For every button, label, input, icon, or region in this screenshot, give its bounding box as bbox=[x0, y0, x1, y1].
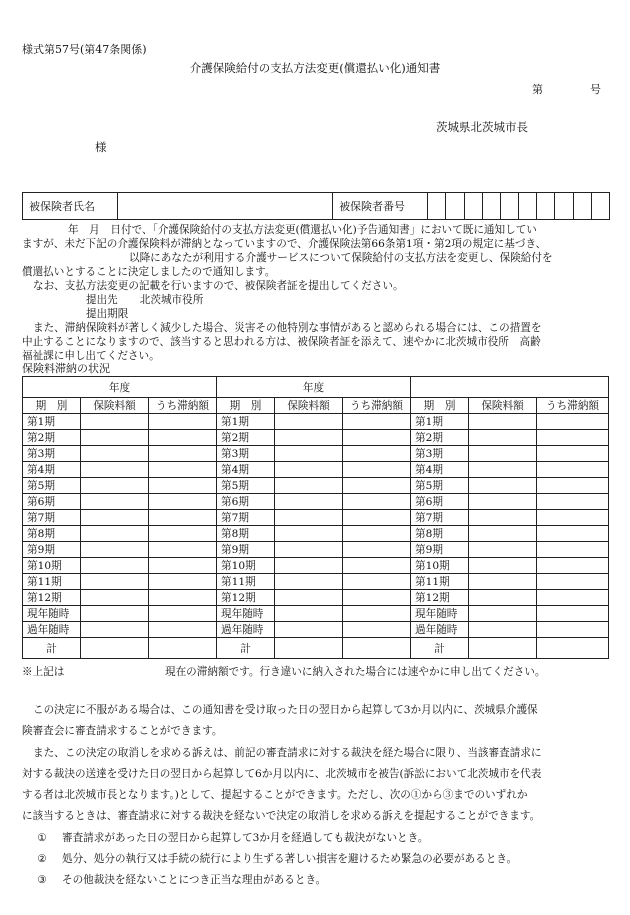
arrears-cell[interactable] bbox=[343, 414, 411, 430]
total-label: 計 bbox=[217, 638, 275, 659]
premium-cell[interactable] bbox=[275, 510, 343, 526]
arrears-cell[interactable] bbox=[537, 590, 609, 606]
period-label: 第1期 bbox=[411, 414, 469, 430]
premium-cell[interactable] bbox=[469, 478, 537, 494]
total-label: 計 bbox=[23, 638, 81, 659]
table-row bbox=[23, 478, 609, 494]
premium-cell[interactable] bbox=[469, 414, 537, 430]
arrears-cell[interactable] bbox=[537, 574, 609, 590]
arrears-cell[interactable] bbox=[149, 590, 217, 606]
premium-cell[interactable] bbox=[469, 510, 537, 526]
arrears-cell[interactable] bbox=[149, 414, 217, 430]
period-label: 第7期 bbox=[411, 510, 469, 526]
premium-cell[interactable] bbox=[469, 526, 537, 542]
document-title: 介護保険給付の支払方法変更(償還払い化)通知書 bbox=[189, 61, 441, 75]
table-row bbox=[23, 606, 609, 622]
arrears-cell[interactable] bbox=[149, 622, 217, 638]
arrears-cell[interactable] bbox=[537, 430, 609, 446]
arrears-cell[interactable] bbox=[537, 606, 609, 622]
appeal-instructions bbox=[22, 700, 612, 892]
period-label: 第10期 bbox=[217, 558, 275, 574]
premium-cell[interactable] bbox=[81, 574, 149, 590]
arrears-cell[interactable] bbox=[149, 446, 217, 462]
period-label: 第4期 bbox=[23, 462, 81, 478]
premium-cell[interactable] bbox=[81, 510, 149, 526]
table-row bbox=[23, 590, 609, 606]
body-line: なお、支払方法変更の記載を行いますので、被保険者証を提出してください。 bbox=[33, 280, 404, 292]
arrears-table bbox=[22, 376, 609, 659]
period-label: 第3期 bbox=[217, 446, 275, 462]
number-prefix: 第 bbox=[532, 83, 543, 96]
total-label: 計 bbox=[411, 638, 469, 659]
body-line: 福祉課に申し出てください。 bbox=[22, 350, 160, 362]
period-label: 現年随時 bbox=[217, 606, 275, 622]
premium-cell[interactable] bbox=[469, 542, 537, 558]
period-label: 第10期 bbox=[411, 558, 469, 574]
issuer-name: 茨城県北茨城市長 bbox=[436, 120, 528, 134]
premium-cell[interactable] bbox=[275, 414, 343, 430]
table-row bbox=[23, 414, 609, 430]
premium-cell[interactable] bbox=[81, 542, 149, 558]
appeal-item bbox=[22, 828, 612, 849]
period-label: 過年随時 bbox=[217, 622, 275, 638]
period-label: 第1期 bbox=[23, 414, 81, 430]
item-number: ① bbox=[37, 831, 47, 844]
premium-cell[interactable] bbox=[469, 606, 537, 622]
premium-cell[interactable] bbox=[81, 526, 149, 542]
arrears-section-label: 保険料滞納の状況 bbox=[22, 362, 110, 375]
premium-cell[interactable] bbox=[81, 622, 149, 638]
premium-cell[interactable] bbox=[469, 430, 537, 446]
arrears-cell[interactable] bbox=[149, 558, 217, 574]
table-row bbox=[23, 446, 609, 462]
appeal-item bbox=[22, 849, 612, 870]
arrears-cell[interactable] bbox=[537, 622, 609, 638]
premium-cell[interactable] bbox=[81, 590, 149, 606]
premium-cell[interactable] bbox=[81, 414, 149, 430]
period-label: 第9期 bbox=[217, 542, 275, 558]
arrears-cell[interactable] bbox=[343, 590, 411, 606]
premium-cell[interactable] bbox=[275, 574, 343, 590]
column-header-arrears: うち滞納額 bbox=[537, 398, 609, 414]
fiscal-year-header bbox=[411, 377, 609, 398]
fiscal-year-header: 年度 bbox=[217, 377, 411, 398]
premium-cell[interactable] bbox=[81, 430, 149, 446]
period-label: 第12期 bbox=[217, 590, 275, 606]
premium-cell[interactable] bbox=[275, 590, 343, 606]
premium-cell[interactable] bbox=[275, 494, 343, 510]
body-line: また、滞納保険料が著しく減少した場合、災害その他特別な事情があると認められる場合には、この措置を bbox=[33, 322, 542, 334]
insured-number-digit[interactable] bbox=[537, 193, 555, 220]
item-text: その他裁決を経ないことにつき正当な理由があるとき。 bbox=[62, 874, 327, 887]
appeal-line: する者は北茨城市長となります。)として、提起することができます。ただし、次の①から③までのいずれか bbox=[22, 789, 528, 802]
period-label: 第2期 bbox=[23, 430, 81, 446]
total-arrears-cell[interactable] bbox=[343, 638, 411, 659]
deadline-label: 提出期限 bbox=[86, 308, 129, 320]
premium-cell[interactable] bbox=[81, 606, 149, 622]
period-label: 第1期 bbox=[217, 414, 275, 430]
period-label: 現年随時 bbox=[23, 606, 81, 622]
premium-cell[interactable] bbox=[275, 430, 343, 446]
period-label: 第5期 bbox=[411, 478, 469, 494]
item-text: 審査請求があった日の翌日から起算して3か月を経過しても裁決がないとき。 bbox=[62, 831, 429, 844]
table-row bbox=[23, 526, 609, 542]
arrears-cell[interactable] bbox=[537, 510, 609, 526]
table-row bbox=[23, 430, 609, 446]
premium-cell[interactable] bbox=[469, 574, 537, 590]
arrears-cell[interactable] bbox=[537, 414, 609, 430]
arrears-cell[interactable] bbox=[343, 542, 411, 558]
period-label: 第4期 bbox=[411, 462, 469, 478]
insured-number-digit[interactable] bbox=[500, 193, 518, 220]
arrears-cell[interactable] bbox=[343, 526, 411, 542]
period-label: 第2期 bbox=[411, 430, 469, 446]
arrears-cell[interactable] bbox=[537, 494, 609, 510]
table-row bbox=[23, 462, 609, 478]
period-label: 第11期 bbox=[23, 574, 81, 590]
arrears-cell[interactable] bbox=[149, 526, 217, 542]
arrears-cell[interactable] bbox=[537, 526, 609, 542]
period-label: 第5期 bbox=[23, 478, 81, 494]
premium-cell[interactable] bbox=[469, 590, 537, 606]
premium-cell[interactable] bbox=[275, 606, 343, 622]
column-header-period: 期 別 bbox=[411, 398, 469, 414]
period-label: 第11期 bbox=[411, 574, 469, 590]
column-header-arrears: うち滞納額 bbox=[149, 398, 217, 414]
recipient-honorific: 様 bbox=[95, 140, 107, 154]
period-label: 過年随時 bbox=[411, 622, 469, 638]
body-line: 中止することになりますので、該当すると思われる方は、被保険者証を添えて、速やかに北茨城市役所 高齢 bbox=[22, 336, 541, 348]
insured-number-digit[interactable] bbox=[519, 193, 537, 220]
column-header-period: 期 別 bbox=[23, 398, 81, 414]
period-label: 第6期 bbox=[217, 494, 275, 510]
appeal-item bbox=[22, 870, 612, 891]
insured-number-digit[interactable] bbox=[482, 193, 500, 220]
table-row bbox=[23, 510, 609, 526]
premium-cell[interactable] bbox=[469, 446, 537, 462]
arrears-cell[interactable] bbox=[149, 574, 217, 590]
period-label: 第8期 bbox=[411, 526, 469, 542]
note-text: 現在の滞納額です。行き違いに納入された場合には速やかに申し出てください。 bbox=[165, 666, 546, 678]
period-label: 第12期 bbox=[411, 590, 469, 606]
arrears-cell[interactable] bbox=[149, 606, 217, 622]
arrears-cell[interactable] bbox=[343, 494, 411, 510]
item-text: 処分、処分の執行又は手続の続行により生ずる著しい損害を避けるため緊急の必要があるとき。 bbox=[62, 853, 518, 866]
insured-info-table bbox=[22, 192, 610, 220]
appeal-line: 険審査会に審査請求することができます。 bbox=[22, 725, 223, 738]
table-row bbox=[23, 542, 609, 558]
body-line: 償還払いとすることに決定しましたので通知します。 bbox=[22, 266, 276, 278]
table-row bbox=[23, 558, 609, 574]
period-label: 第8期 bbox=[217, 526, 275, 542]
table-row bbox=[23, 494, 609, 510]
arrears-cell[interactable] bbox=[149, 510, 217, 526]
arrears-cell[interactable] bbox=[343, 622, 411, 638]
period-label: 第10期 bbox=[23, 558, 81, 574]
period-label: 第6期 bbox=[411, 494, 469, 510]
total-arrears-cell[interactable] bbox=[149, 638, 217, 659]
table-row bbox=[23, 574, 609, 590]
insured-number-digit[interactable] bbox=[573, 193, 591, 220]
insured-number-digit[interactable] bbox=[464, 193, 482, 220]
period-label: 過年随時 bbox=[23, 622, 81, 638]
arrears-cell[interactable] bbox=[149, 462, 217, 478]
submit-to-label: 提出先 bbox=[86, 294, 118, 306]
period-label: 第3期 bbox=[23, 446, 81, 462]
premium-cell[interactable] bbox=[469, 494, 537, 510]
period-label: 第6期 bbox=[23, 494, 81, 510]
period-label: 第9期 bbox=[23, 542, 81, 558]
item-number: ② bbox=[37, 853, 47, 866]
notice-body bbox=[22, 223, 610, 363]
column-header-premium: 保険料額 bbox=[81, 398, 149, 414]
arrears-cell[interactable] bbox=[537, 558, 609, 574]
premium-cell[interactable] bbox=[275, 446, 343, 462]
premium-cell[interactable] bbox=[469, 622, 537, 638]
period-label: 第11期 bbox=[217, 574, 275, 590]
premium-cell[interactable] bbox=[275, 542, 343, 558]
arrears-cell[interactable] bbox=[149, 542, 217, 558]
period-label: 第3期 bbox=[411, 446, 469, 462]
period-label: 現年随時 bbox=[411, 606, 469, 622]
submission-line bbox=[22, 293, 610, 307]
premium-cell[interactable] bbox=[81, 446, 149, 462]
note-prefix: ※上記は bbox=[22, 666, 65, 678]
arrears-cell[interactable] bbox=[343, 462, 411, 478]
insured-number-digit[interactable] bbox=[428, 193, 446, 220]
column-header-arrears: うち滞納額 bbox=[343, 398, 411, 414]
arrears-cell[interactable] bbox=[343, 478, 411, 494]
column-header-period: 期 別 bbox=[217, 398, 275, 414]
total-premium-cell[interactable] bbox=[81, 638, 149, 659]
arrears-cell[interactable] bbox=[537, 446, 609, 462]
arrears-cell[interactable] bbox=[343, 430, 411, 446]
premium-cell[interactable] bbox=[275, 462, 343, 478]
period-label: 第9期 bbox=[411, 542, 469, 558]
column-header-premium: 保険料額 bbox=[275, 398, 343, 414]
premium-cell[interactable] bbox=[81, 558, 149, 574]
premium-cell[interactable] bbox=[275, 622, 343, 638]
arrears-cell[interactable] bbox=[343, 510, 411, 526]
item-number: ③ bbox=[37, 874, 47, 887]
premium-cell[interactable] bbox=[81, 478, 149, 494]
total-row bbox=[23, 638, 609, 659]
premium-cell[interactable] bbox=[275, 526, 343, 542]
total-arrears-cell[interactable] bbox=[537, 638, 609, 659]
period-label: 第7期 bbox=[23, 510, 81, 526]
arrears-cell[interactable] bbox=[343, 606, 411, 622]
column-header-premium: 保険料額 bbox=[469, 398, 537, 414]
period-label: 第8期 bbox=[23, 526, 81, 542]
arrears-cell[interactable] bbox=[343, 446, 411, 462]
arrears-cell[interactable] bbox=[537, 462, 609, 478]
arrears-cell[interactable] bbox=[149, 430, 217, 446]
form-number: 様式第57号(第47条関係) bbox=[22, 43, 147, 56]
insured-name-label: 被保険者氏名 bbox=[23, 193, 118, 220]
body-line: 年 月 日付で、「介護保険給付の支払方法変更(償還払い化)予告通知書」において既に通知してい bbox=[68, 224, 537, 236]
arrears-cell[interactable] bbox=[343, 558, 411, 574]
submit-to-value: 北茨城市役所 bbox=[139, 294, 204, 306]
period-label: 第4期 bbox=[217, 462, 275, 478]
appeal-line: また、この決定の取消しを求める訴えは、前記の審査請求に対する裁決を経た場合に限り、当該審査請求に bbox=[33, 746, 542, 759]
fiscal-year-header: 年度 bbox=[23, 377, 217, 398]
arrears-cell[interactable] bbox=[343, 574, 411, 590]
insured-name-field[interactable] bbox=[118, 193, 333, 220]
premium-cell[interactable] bbox=[275, 558, 343, 574]
table-row bbox=[23, 622, 609, 638]
insured-number-digit[interactable] bbox=[555, 193, 573, 220]
arrears-cell[interactable] bbox=[537, 542, 609, 558]
total-premium-cell[interactable] bbox=[275, 638, 343, 659]
insured-number-label: 被保険者番号 bbox=[333, 193, 428, 220]
premium-cell[interactable] bbox=[81, 462, 149, 478]
insured-number-digit[interactable] bbox=[591, 193, 609, 220]
premium-cell[interactable] bbox=[469, 558, 537, 574]
period-label: 第12期 bbox=[23, 590, 81, 606]
arrears-cell[interactable] bbox=[537, 478, 609, 494]
body-line: ますが、未だ下記の介護保険料が滞納となっていますので、介護保険法第66条第1項・第2項の規定に基づき、 bbox=[22, 238, 547, 250]
arrears-cell[interactable] bbox=[149, 494, 217, 510]
premium-cell[interactable] bbox=[81, 494, 149, 510]
arrears-cell[interactable] bbox=[149, 478, 217, 494]
period-label: 第2期 bbox=[217, 430, 275, 446]
premium-cell[interactable] bbox=[469, 462, 537, 478]
total-premium-cell[interactable] bbox=[469, 638, 537, 659]
body-line: 以降にあなたが利用する介護サービスについて保険給付の支払方法を変更し、保険給付を bbox=[129, 252, 553, 264]
appeal-line: この決定に不服がある場合は、この通知書を受け取った日の翌日から起算して3か月以内に、茨城県介護保 bbox=[33, 704, 538, 716]
appeal-line: に該当するときは、審査請求に対する裁決を経ないで決定の取消しを求める訴えを提起することができます。 bbox=[22, 810, 541, 823]
number-suffix: 号 bbox=[590, 83, 601, 96]
appeal-line: 対する裁決の送達を受けた日の翌日から起算して6か月以内に、北茨城市を被告(訴訟において北茨城市を代表 bbox=[22, 767, 542, 780]
period-label: 第7期 bbox=[217, 510, 275, 526]
insured-number-digit[interactable] bbox=[446, 193, 464, 220]
premium-cell[interactable] bbox=[275, 478, 343, 494]
period-label: 第5期 bbox=[217, 478, 275, 494]
